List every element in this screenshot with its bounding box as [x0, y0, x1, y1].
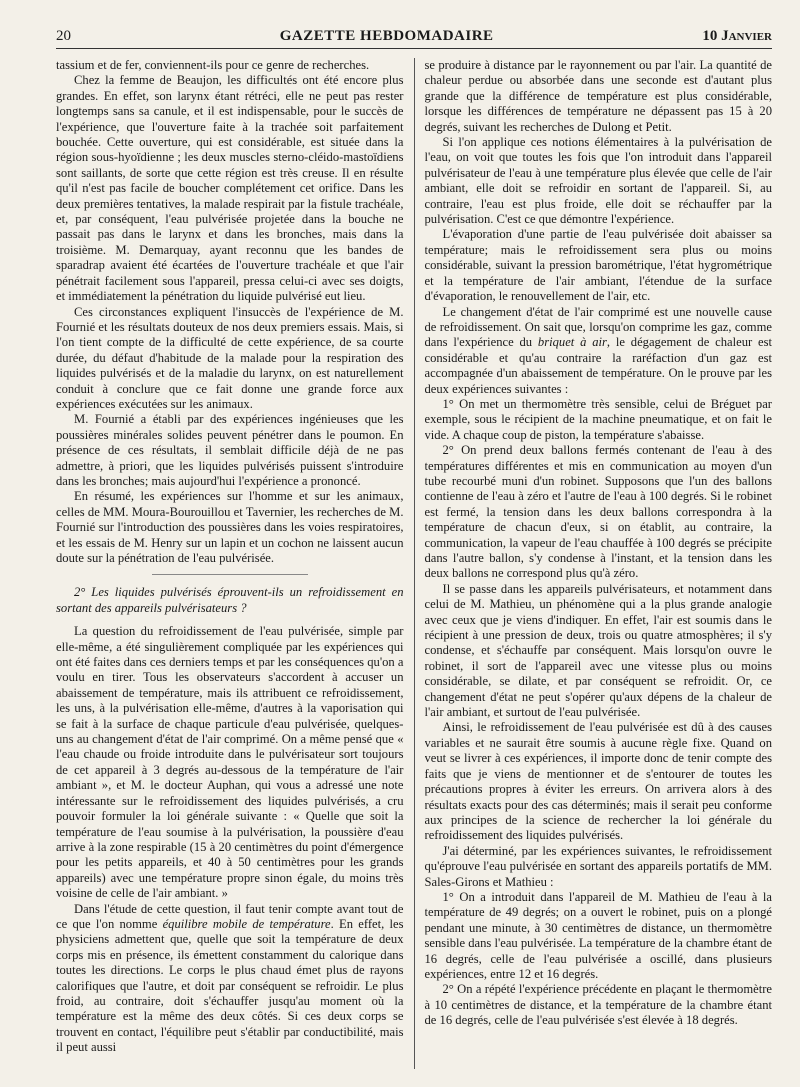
text-run: . En effet, les physiciens admettent que, quelle que soit la température de deux corps mis en présence, ils émettent constamment du calorique dans toutes les directions. Le corps le plus chaud émet plus de rayons calorifiques que l'autre, et doit par conséquent se refroidir. Le plus froid, au contraire, doit s'échauffer jusqu'au moment où la température est la même des deux côtés. Si ces deux corps se trouvent en contact, l'équilibre peut s'établir par conductibilité, mais il peut aussi	[56, 916, 404, 1055]
paragraph: Ces circonstances expliquent l'insuccès de l'expérience de M. Fournié et les résultats douteux de nos deux premiers essais. Mais, si l'on tient compte de la difficulté de cette expérience, de sa courte durée, du défaut d'habitude de la malade pour la respiration des liquides pulvérisés et de la maladie du larynx, on est naturellement conduit à conclure que ce fait donne une grande force aux expériences exécutées sur les animaux.	[56, 304, 404, 411]
left-column	[56, 58, 404, 1069]
divider	[152, 574, 308, 575]
paragraph: 1° On a introduit dans l'appareil de M. Mathieu de l'eau à la température de 49 degrés; on a ouvert le robinet, puis on a plongé pendant une minute, à 30 centimètres de distance, un thermomètre sensible dans l'eau pulvérisée. La température de la chambre étant de 16 degrés, celle de l'eau pulvérisée a oscillé, dans plusieurs expériences, entre 12 et 16 degrés.	[424, 889, 772, 981]
paragraph: 2° On prend deux ballons fermés contenant de l'eau à des températures différentes et mis en communication au moyen d'un tube recourbé muni d'un robinet. Supposons que l'un des ballons contienne de l'eau à zéro et l'autre de l'eau à 100 degrés. Si le robinet est fermé, la tension dans les deux ballons correspondra à la température de chacun d'eux, si on établit, au contraire, la communication, la vapeur de l'eau chauffée à 100 degrés se précipite dans l'autre ballon, s'y condense à l'instant, et la tension dans les deux ballons ne correspond plus qu'à zéro.	[424, 443, 772, 581]
paragraph: Ainsi, le refroidissement de l'eau pulvérisée est dû à des causes variables et ne saurait être soumis à aucune règle fixe. Quand on veut se livrer à ces expériences, il importe donc de tenir compte des faits que je viens de mentionner et de s'entourer de toutes les précautions propres à éviter les erreurs. On arrivera alors à des résultats exacts pour des cas déterminés; mais il serait peu conforme aux principes de la science de rechercher la loi générale du refroidissement des liquides pulvérisés.	[424, 720, 772, 843]
paragraph: 2° On a répété l'expérience précédente en plaçant le thermomètre à 10 centimètres de distance, et la température de la chambre étant de 16 degrés, celle de l'eau pulvérisée s'est élevée à 18 degrés.	[424, 982, 772, 1028]
paragraph: La question du refroidissement de l'eau pulvérisée, simple par elle-même, a été singulièrement compliquée par les expériences qui ont été faites dans ces derniers temps et par les conséquences qu'on a voulu en tirer. Tous les observateurs s'accordent à accuser un abaissement de température, mais ils attribuent ce refroidissement, les uns, à la pulvérisation elle-même, d'autres à la vaporisation qui se fait à la surface de chaque particule d'eau pulvérisée, quelques-uns au changement d'état de l'air comprimé. On a même pensé que « l'eau chaude ou froide introduite dans le pulvérisateur sort toujours de cet appareil à 3 degrés au-dessous de la température de l'air ambiant », et M. le docteur Auphan, qui vous a adressé une note intéressante sur le refroidissement des liquides pulvérisés, a cru pouvoir formuler la loi générale suivante : « Quelle que soit la température de l'eau soumise à la pulvérisation, la poussière d'eau arrive à la zone respirable (15 à 20 centimètres du point d'émergence pour les petits appareils, et 40 à 50 centimètres pour les grands appareils) avec une température propre sinon égale, du moins très voisine de celle de l'air ambiant. »	[56, 624, 404, 901]
paragraph: se produire à distance par le rayonnement ou par l'air. La quantité de chaleur perdue ou absorbée dans une seconde est d'autant plus grande que la différence de température est plus considérable, lorsque les différences de température ne dépassent pas 15 à 20 degrés, suivant les recherches de Dulong et Petit.	[424, 58, 772, 134]
paragraph: J'ai déterminé, par les expériences suivantes, le refroidissement qu'éprouve l'eau pulvérisée en sortant des appareils portatifs de MM. Sales-Girons et Mathieu :	[424, 843, 772, 889]
text-run: Dans l'étude de cette question, il faut tenir compte avant tout de ce que l'on nomme	[56, 901, 404, 931]
section-heading: 2° Les liquides pulvérisés éprouvent-ils un refroidissement en sortant des appareils pulvérisateurs ?	[56, 585, 404, 615]
paragraph: Chez la femme de Beaujon, les difficultés ont été encore plus grandes. En effet, son larynx étant rétréci, elle ne peut pas rester longtemps sans sa canule, et il est indispensable, pour le succès de l'expérience, que l'ouverture faite à la trachée soit parfaitement bouchée. Cette ouverture, qui est considérable, est située dans la région sous-hyoïdienne ; les deux muscles sterno-cléido-mastoïdiens sont saillants, de sorte que cette région est très creuse. Il en résulte qu'il n'est pas facile de boucher complétement cet orifice. Dans les deux premières tentatives, la malade respirait par la fistule trachéale, et, par conséquent, l'eau pulvérisée projetée dans la bouche ne passait pas dans le larynx et dans les bronches, mais dans la troisième. M. Demarquay, ayant reconnu que les bandes de sparadrap avaient été écartées de l'ouverture trachéale et que l'air pénétrait facilement sous l'appareil, pressa celui-ci avec ses doigts, et immédiatement la pénétration du liquide pulvérisé eut lieu.	[56, 73, 404, 304]
paragraph: Si l'on applique ces notions élémentaires à la pulvérisation de l'eau, on voit que toutes les fois que l'on introduit dans l'appareil pulvérisateur de l'eau à une température plus élevée que celle de l'air ambiant, elle doit se refroidir en sortant de l'appareil. Si, au contraire, l'eau est plus froide, elle doit se réchauffer par la pulvérisation. C'est ce que démontre l'expérience.	[424, 135, 772, 227]
paragraph: En résumé, les expériences sur l'homme et sur les animaux, celles de MM. Moura-Bourouillou et Tavernier, les recherches de M. Fournié sur l'introduction des poussières dans les voies respiratoires, et les essais de M. Henry sur un lapin et un cochon ne laissent aucun doute sur la pénétration de l'eau pulvérisée.	[56, 489, 404, 565]
text-columns	[56, 58, 772, 1069]
page-number: 20	[56, 27, 71, 44]
right-column	[425, 58, 773, 1069]
paragraph: Il se passe dans les appareils pulvérisateurs, et notamment dans celui de M. Mathieu, un phénomène qui a la plus grande analogie avec ceux que je viens d'indiquer. En effet, l'air est soumis dans le récipient à une pression de deux, trois ou quatre atmosphères; il s'y condense, et s'échauffe par conséquent. Mais lorsqu'on ouvre le robinet, il sort de l'appareil avec une vitesse plus ou moins considérable, se dilate, et par conséquent se refroidit. Or, ce changement d'état ne peut s'opérer qu'aux dépens de la chaleur de l'air ambiant, et surtout de l'eau pulvérisée.	[424, 581, 772, 720]
column-rule	[414, 58, 415, 1069]
paragraph: tassium et de fer, conviennent-ils pour ce genre de recherches.	[56, 58, 370, 72]
paragraph: 1° On met un thermomètre très sensible, celui de Bréguet par exemple, sous le récipient de la machine pneumatique, et on fait le vide. A chaque coup de piston, la température s'abaisse.	[424, 396, 772, 442]
paragraph: M. Fournié a établi par des expériences ingénieuses que les poussières minérales solides peuvent pénétrer dans le poumon. En présence de ces résultats, il semblait difficile déjà de ne pas admettre, à priori, que les liquides pulvérisés puissent s'introduire dans les bronches; mais aujourd'hui l'expérience a prononcé.	[56, 412, 404, 488]
text-run: , le dégagement de chaleur est considérable et qu'au contraire la raréfaction d'un gaz est accompagnée d'un abaissement de température. On le prouve par les deux expériences suivantes :	[424, 335, 772, 396]
emphasis: équilibre mobile de température	[162, 916, 331, 931]
paragraph	[56, 902, 404, 1056]
paragraph	[425, 305, 773, 397]
text-run: Le changement d'état de l'air comprimé est une nouvelle cause de refroidissement. On sait que, lorsqu'on comprime les gaz, comme dans l'expérience du	[424, 304, 772, 350]
issue-date: 10 Janvier	[702, 27, 772, 44]
journal-title: GAZETTE HEBDOMADAIRE	[279, 27, 494, 44]
emphasis: briquet à air	[537, 335, 607, 350]
paragraph: L'évaporation d'une partie de l'eau pulvérisée doit abaisser sa température; mais le refroidissement sera plus ou moins considérable, suivant la pression barométrique, l'état hygrométrique et la température de l'air ambiant, l'étendue de la surface d'évaporation, le renouvellement de l'air, etc.	[424, 227, 772, 304]
page-header	[56, 24, 772, 49]
